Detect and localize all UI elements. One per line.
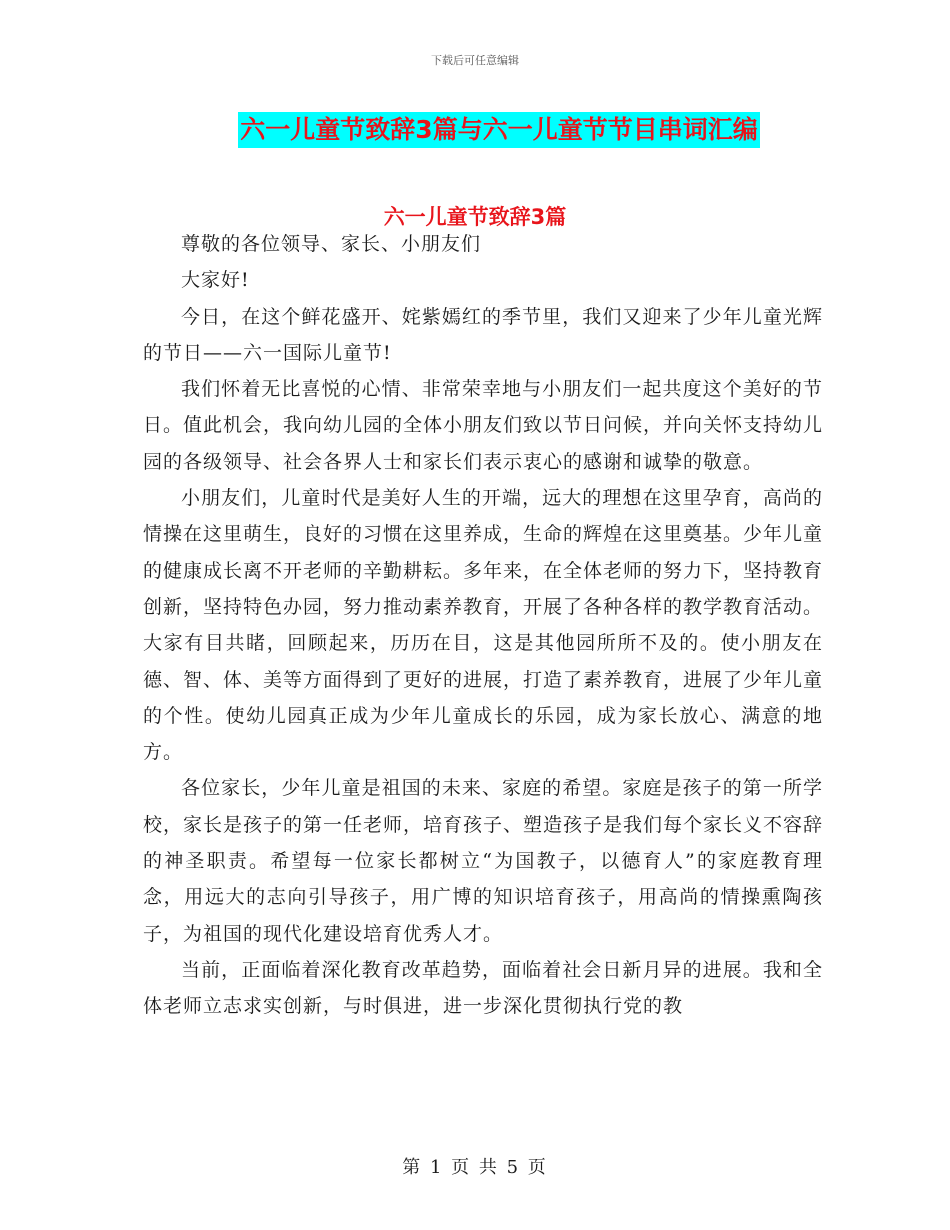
document-body — [143, 226, 823, 1025]
paragraph: 今日，在这个鲜花盛开、姹紫嫣红的季节里，我们又迎来了少年儿童光辉的节日——六一国际儿童节! — [143, 305, 823, 364]
paragraph: 小朋友们，儿童时代是美好人生的开端，远大的理想在这里孕育，高尚的情操在这里萌生，良好的习惯在这里养成，生命的辉煌在这里奠基。少年儿童的健康成长离不开老师的辛勤耕耘。多年来，在全体老师的努力下，坚持教育创新，坚持特色办园，努力推动素养教育，开展了各种各样的教学教育活动。大家有目共睹，回顾起来，历历在目，这是其他园所所不及的。使小朋友在德、智、体、美等方面得到了更好的进展，打造了素养教育，进展了少年儿童的个性。使幼儿园真正成为少年儿童成长的乐园，成为家长放心、满意的地方。 — [143, 487, 824, 764]
document-main-title: 六一儿童节致辞3篇与六一儿童节节目串词汇编 — [238, 112, 759, 148]
section-title: 六一儿童节致辞3篇 — [383, 205, 567, 229]
page-header-note: 下载后可任意编辑 — [431, 54, 519, 67]
paragraph-greeting: 大家好! — [181, 269, 250, 292]
paragraph-salutation: 尊敬的各位领导、家长、小朋友们 — [181, 233, 482, 255]
paragraph: 我们怀着无比喜悦的心情、非常荣幸地与小朋友们一起共度这个美好的节日。值此机会，我向幼儿园的全体小朋友们致以节日问候，并向关怀支持幼儿园的各级领导、社会各界人士和家长们表示衷心的感谢和诚挚的敬意。 — [143, 378, 824, 473]
paragraph: 各位家长，少年儿童是祖国的未来、家庭的希望。家庭是孩子的第一所学校，家长是孩子的第一任老师，培育孩子、塑造孩子是我们每个家长义不容辞的神圣职责。希望每一位家长都树立“为国教子，以德育人”的家庭教育理念，用远大的志向引导孩子，用广博的知识培育孩子，用高尚的情操熏陶孩子，为祖国的现代化建设培育优秀人才。 — [143, 777, 824, 945]
page-number-footer: 第 1 页 共 5 页 — [402, 1157, 548, 1178]
main-title-container — [0, 112, 950, 148]
paragraph: 当前，正面临着深化教育改革趋势，面临着社会日新月异的进展。我和全体老师立志求实创新，与时俱进，进一步深化贯彻执行党的教 — [143, 958, 823, 1018]
